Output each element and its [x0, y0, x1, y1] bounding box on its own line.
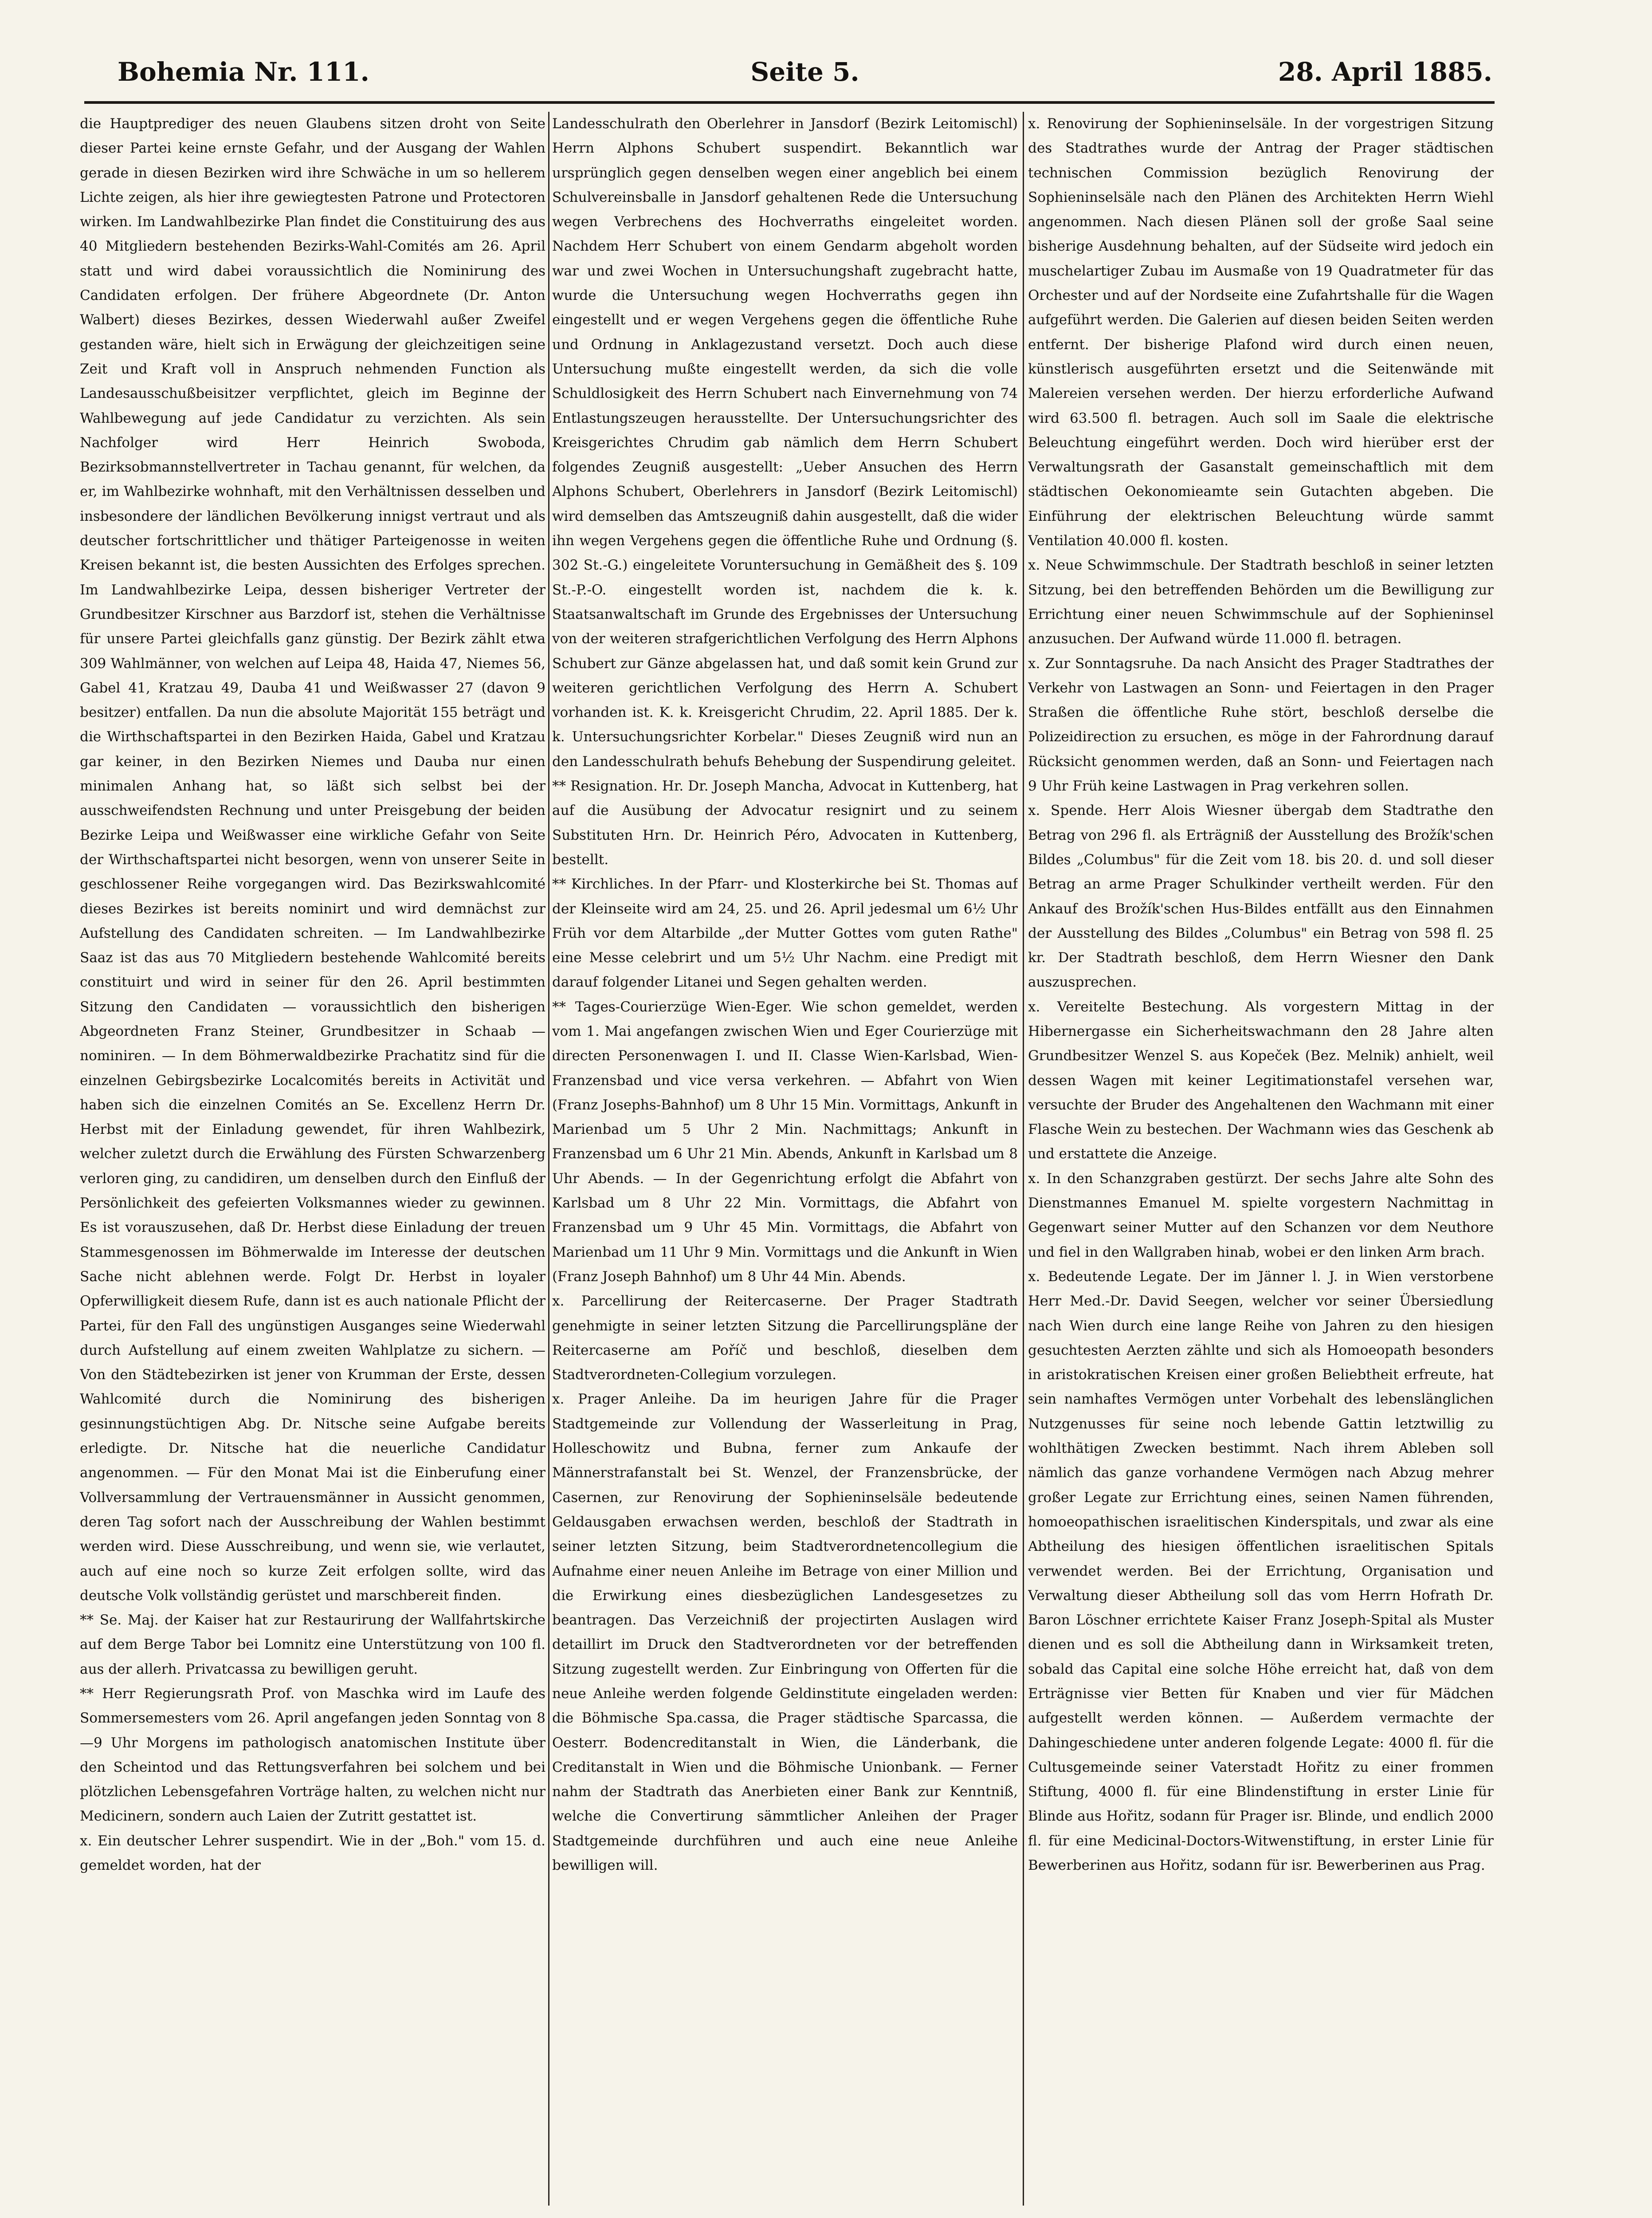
- header-page-number: Seite 5.: [750, 57, 859, 87]
- article-paragraph: x. In den Schanzgraben gestürzt. Der sechs Jahre alte Sohn des Dienstmannes Emanuel M. spielte vorgestern Nachmittag in Gegenwart seiner Mutter auf den Schanzen vor dem Neuthore und fiel in den Wallgraben hinab, wobei er den linken Arm brach.: [1028, 1170, 1494, 1260]
- header-title: Bohemia Nr. 111.: [118, 57, 369, 87]
- article-paragraph: x. Prager Anleihe. Da im heurigen Jahre für die Prager Stadtgemeinde zur Vollendung der Wasserleitung in Prag, Holleschowitz und Bubna, ferner zum Ankaufe der Männerstrafanstalt bei St. Wenzel, der Franzensbrücke, der Casernen, zur Renovirung der Sophieninselsäle bedeutende Geldausgaben erwachsen werden, beschloß der Stadtrath in seiner letzten Sitzung, beim Stadtverordnetencollegium die Aufnahme einer neuen Anleihe im Betrage von einer Million und die Erwirkung eines diesbezüglichen Landesgesetzes zu beantragen. Das Verzeichniß der projectirten Auslagen wird detaillirt im Druck den Stadtverordneten vor der betreffenden Sitzung zugestellt werden. Zur Einbringung von Offerten für die neue Anleihe werden folgende Geldinstitute eingeladen werden: die Böhmische Spa.cassa, die Prager städtische Sparcassa, die Oesterr. Bodencreditanstalt in Wien, die Länderbank, die Creditanstalt in Wien und die Böhmische Unionbank. — Ferner nahm der Stadtrath das Anerbieten einer Bank zur Kenntniß, welche die Convertirung sämmtlicher Anleihen der Prager Stadtgemeinde durchführen und auch eine neue Anleihe bewilligen will.: [552, 1391, 1018, 1874]
- header-date: 28. April 1885.: [1278, 57, 1492, 87]
- article-paragraph: x. Zur Sonntagsruhe. Da nach Ansicht des Prager Stadtrathes der Verkehr von Lastwagen an Sonn- und Feiertagen in den Prager Straßen die öffentliche Ruhe stört, beschloß derselbe die Polizeidirection zu ersuchen, es möge in der Fahrordnung darauf Rücksicht genommen werden, daß an Sonn- und Feiertagen nach 9 Uhr Früh keine Lastwagen in Prag verkehren sollen.: [1028, 655, 1494, 794]
- column-2: [552, 112, 1018, 2206]
- column-3: [1028, 112, 1494, 2206]
- article-paragraph: x. Ein deutscher Lehrer suspendirt. Wie in der „Boh." vom 15. d. gemeldet worden, hat der: [80, 1833, 545, 1874]
- article-paragraph: die Hauptprediger des neuen Glaubens sitzen droht von Seite dieser Partei keine ernste Gefahr, und der Ausgang der Wahlen gerade in diesen Bezirken wird ihre Schwäche in um so hellerem Lichte zeigen, als hier ihre gewiegtesten Patrone und Protectoren wirken. Im Landwahlbezirke Plan findet die Constituirung des aus 40 Mitgliedern bestehenden Bezirks-Wahl-Comités am 26. April statt und wird dabei voraussichtlich die Nominirung des Candidaten erfolgen. Der frühere Abgeordnete (Dr. Anton Walbert) dieses Bezirkes, dessen Wiederwahl außer Zweifel gestanden wäre, hielt sich in Erwägung der gleichzeitigen seine Zeit und Kraft voll in Anspruch nehmenden Function als Landesausschußbeisitzer verpflichtet, gleich im Beginne der Wahlbewegung auf jede Candidatur zu verzichten. Als sein Nachfolger wird Herr Heinrich Swoboda, Bezirksobmannstellvertreter in Tachau genannt, für welchen, da er, im Wahlbezirke wohnhaft, mit den Verhältnissen desselben und insbesondere der ländlichen Bevölkerung innigst vertraut und als deutscher fortschrittlicher und thätiger Parteigenosse in weiten Kreisen bekannt ist, die besten Aussichten des Erfolges sprechen. Im Landwahlbezirke Leipa, dessen bisheriger Vertreter der Grundbesitzer Kirschner aus Barzdorf ist, stehen die Verhältnisse für unsere Partei gleichfalls ganz günstig. Der Bezirk zählt etwa 309 Wahlmänner, von welchen auf Leipa 48, Haida 47, Niemes 56, Gabel 41, Kratzau 49, Dauba 41 und Weißwasser 27 (davon 9 besitzer) entfallen. Da nun die absolute Majorität 155 beträgt und die Wirthschaftspartei in den Bezirken Haida, Gabel und Kratzau gar keiner, in den Bezirken Niemes und Dauba nur einen minimalen Anhang hat, so läßt sich selbst bei der ausschweifendsten Rechnung und unter Preisgebung der beiden Bezirke Leipa und Weißwasser eine wirkliche Gefahr von Seite der Wirthschaftspartei nicht besorgen, wenn von unserer Seite in geschlossener Reihe vorgegangen wird. Das Bezirkswahlcomité dieses Bezirkes ist bereits nominirt und wird demnächst zur Aufstellung des Candidaten schreiten. — Im Landwahlbezirke Saaz ist das aus 70 Mitgliedern bestehende Wahlcomité bereits constituirt und wird in seiner für den 26. April bestimmten Sitzung den Candidaten — voraussichtlich den bisherigen Abgeordneten Franz Steiner, Grundbesitzer in Schaab — nominiren. — In dem Böhmerwaldbezirke Prachatitz sind für die einzelnen Gebirgsbezirke Localcomités bereits in Activität und haben sich die einzelnen Comités an Se. Excellenz Herrn Dr. Herbst mit der Einladung gewendet, für ihren Wahlbezirk, welcher zuletzt durch die Erwählung des Fürsten Schwarzenberg verloren ging, zu candidiren, um denselben durch den Einfluß der Persönlichkeit des gefeierten Volksmannes wieder zu gewinnen. Es ist vorauszusehen, daß Dr. Herbst diese Einladung der treuen Stammesgenossen im Böhmerwalde im Interesse der deutschen Sache nicht ablehnen werde. Folgt Dr. Herbst in loyaler Opferwilligkeit diesem Rufe, dann ist es auch nationale Pflicht der Partei, für den Fall des ungünstigen Ausganges seine Wiederwahl durch Aufstellung auf einem zweiten Wahlplatze zu sichern. — Von den Städtebezirken ist jener von Krumman der Erste, dessen Wahlcomité durch die Nominirung des bisherigen gesinnungstüchtigen Abg. Dr. Nitsche seine Aufgabe bereits erledigte. Dr. Nitsche hat die neuerliche Candidatur angenommen. — Für den Monat Mai ist die Einberufung einer Vollversammlung der Vertrauensmänner in Aussicht genommen, deren Tag sofort nach der Ausschreibung der Wahlen bestimmt werden wird. Diese Ausschreibung, und wenn sie, wie verlautet, auch auf eine noch so kurze Zeit erfolgen sollte, wird das deutsche Volk vollständig gerüstet und marschbereit finden.: [80, 116, 545, 1604]
- page-header: [118, 57, 1492, 101]
- article-paragraph: ** Tages-Courierzüge Wien-Eger. Wie schon gemeldet, werden vom 1. Mai angefangen zwischen Wien und Eger Courierzüge mit directen Personenwagen I. und II. Classe Wien-Karlsbad, Wien-Franzensbad und vice versa verkehren. — Abfahrt von Wien (Franz Josephs-Bahnhof) um 8 Uhr 15 Min. Vormittags, Ankunft in Marienbad um 5 Uhr 2 Min. Nachmittags; Ankunft in Franzensbad um 6 Uhr 21 Min. Abends, Ankunft in Karlsbad um 8 Uhr Abends. — In der Gegenrichtung erfolgt die Abfahrt von Karlsbad um 8 Uhr 22 Min. Vormittags, die Abfahrt von Franzensbad um 9 Uhr 45 Min. Vormittags, die Abfahrt von Marienbad um 11 Uhr 9 Min. Vormittags und die Ankunft in Wien (Franz Joseph Bahnhof) um 8 Uhr 44 Min. Abends.: [552, 999, 1018, 1285]
- article-paragraph: x. Vereitelte Bestechung. Als vorgestern Mittag in der Hibernergasse ein Sicherheitswachmann den 28 Jahre alten Grundbesitzer Wenzel S. aus Kopeček (Bez. Melnik) anhielt, weil dessen Wagen mit keiner Legitimationstafel versehen war, versuchte der Bruder des Angehaltenen den Wachmann mit einer Flasche Wein zu bestechen. Der Wachmann wies das Geschenk ab und erstattete die Anzeige.: [1028, 999, 1494, 1162]
- article-paragraph: x. Bedeutende Legate. Der im Jänner l. J. in Wien verstorbene Herr Med.-Dr. David Seegen, welcher vor seiner Übersiedlung nach Wien durch eine lange Reihe von Jahren zu den hiesigen gesuchtesten Aerzten zählte und sich als Homoeopath besonders in aristokratischen Kreisen einer großen Beliebtheit erfreute, hat sein namhaftes Vermögen unter Vorbehalt des lebenslänglichen Nutzgenusses für seine noch lebende Gattin letztwillig zu wohlthätigen Zwecken bestimmt. Nach ihrem Ableben soll nämlich das ganze vorhandene Vermögen nach Abzug mehrer großer Legate zur Errichtung eines, seinen Namen führenden, homoeopathischen israelitischen Kinderspitals, und zwar als eine Abtheilung des hiesigen öffentlichen israelitischen Spitals verwendet werden. Bei der Errichtung, Organisation und Verwaltung dieser Abtheilung soll das vom Herrn Hofrath Dr. Baron Löschner errichtete Kaiser Franz Joseph-Spital als Muster dienen und es soll die Abtheilung dann in Wirksamkeit treten, sobald das Capital eine solche Höhe erreicht hat, daß von dem Erträgnisse vier Betten für Knaben und vier für Mädchen aufgestellt werden können. — Außerdem vermachte der Dahingeschiedene unter anderen folgende Legate: 4000 fl. für die Cultusgemeinde seiner Vaterstadt Hořitz zu einer frommen Stiftung, 4000 fl. für eine Blindenstiftung in erster Linie für Blinde aus Hořitz, sodann für Prager isr. Blinde, und endlich 2000 fl. für eine Medicinal-Doctors-Witwenstiftung, in erster Linie für Bewerberinen aus Hořitz, sodann für isr. Bewerberinen aus Prag.: [1028, 1268, 1494, 1874]
- column-1: [80, 112, 545, 2206]
- header-rule: [84, 101, 1495, 104]
- article-paragraph: x. Renovirung der Sophieninselsäle. In der vorgestrigen Sitzung des Stadtrathes wurde der Antrag der Prager städtischen technischen Commission bezüglich Renovirung der Sophieninselsäle nach den Plänen des Architekten Herrn Wiehl angenommen. Nach diesen Plänen soll der große Saal seine bisherige Ausdehnung behalten, auf der Südseite wird jedoch ein muschelartiger Zubau im Ausmaße von 19 Quadratmeter für das Orchester und auf der Nordseite eine Zufahrtshalle für die Wagen aufgeführt werden. Die Galerien auf diesen beiden Seiten werden entfernt. Der bisherige Plafond wird durch einen neuen, künstlerisch ausgeführten ersetzt und die Seitenwände mit Malereien versehen werden. Der hierzu erforderliche Aufwand wird 63.500 fl. betragen. Auch soll im Saale die elektrische Beleuchtung eingeführt werden. Doch wird hierüber erst der Verwaltungsrath der Gasanstalt gemeinschaftlich mit dem städtischen Oekonomieamte sein Gutachten abgeben. Die Einführung der elektrischen Beleuchtung würde sammt Ventilation 40.000 fl. kosten.: [1028, 116, 1494, 549]
- article-paragraph: x. Spende. Herr Alois Wiesner übergab dem Stadtrathe den Betrag von 296 fl. als Erträgniß der Ausstellung des Brožík'schen Bildes „Columbus" für die Zeit vom 18. bis 20. d. und soll dieser Betrag an arme Prager Schulkinder vertheilt werden. Für den Ankauf des Brožík'schen Hus-Bildes entfällt aus den Einnahmen der Ausstellung des Bildes „Columbus" ein Betrag von 598 fl. 25 kr. Der Stadtrath beschloß, dem Herrn Wiesner den Dank auszusprechen.: [1028, 802, 1494, 991]
- article-paragraph: ** Resignation. Hr. Dr. Joseph Mancha, Advocat in Kuttenberg, hat auf die Ausübung der Advocatur resignirt und zu seinem Substituten Hrn. Dr. Heinrich Péro, Advocaten in Kuttenberg, bestellt.: [552, 778, 1018, 868]
- article-paragraph: ** Se. Maj. der Kaiser hat zur Restaurirung der Wallfahrtskirche auf dem Berge Tabor bei Lomnitz eine Unterstützung von 100 fl. aus der allerh. Privatcassa zu bewilligen geruht.: [80, 1612, 545, 1677]
- article-paragraph: x. Parcellirung der Reitercaserne. Der Prager Stadtrath genehmigte in seiner letzten Sitzung die Parcellirungspläne der Reitercaserne am Poříč und beschloß, dieselben dem Stadtverordneten-Collegium vorzulegen.: [552, 1293, 1018, 1383]
- article-paragraph: x. Neue Schwimmschule. Der Stadtrath beschloß in seiner letzten Sitzung, bei den betreffenden Behörden um die Bewilligung zur Errichtung einer neuen Schwimmschule auf der Sophieninsel anzusuchen. Der Aufwand würde 11.000 fl. betragen.: [1028, 557, 1494, 647]
- article-paragraph: ** Herr Regierungsrath Prof. von Maschka wird im Laufe des Sommersemesters vom 26. April angefangen jeden Sonntag von 8—9 Uhr Morgens im pathologisch anatomischen Institute über den Scheintod und das Rettungsverfahren bei solchem und bei plötzlichen Lebensgefahren Vorträge halten, zu welchen nicht nur Medicinern, sondern auch Laien der Zutritt gestattet ist.: [80, 1686, 545, 1825]
- article-paragraph: Landesschulrath den Oberlehrer in Jansdorf (Bezirk Leitomischl) Herrn Alphons Schubert suspendirt. Bekanntlich war ursprünglich gegen denselben wegen einer angeblich bei einem Schulvereinsballe in Jansdorf gehaltenen Rede die Untersuchung wegen Verbrechens des Hochverraths eingeleitet worden. Nachdem Herr Schubert von einem Gendarm abgeholt worden war und zwei Wochen in Untersuchungshaft zugebracht hatte, wurde die Untersuchung wegen Hochverraths gegen ihn eingestellt und er wegen Vergehens gegen die öffentliche Ruhe und Ordnung in Anklagezustand versetzt. Doch auch diese Untersuchung mußte eingestellt werden, da sich die volle Schuldlosigkeit des Herrn Schubert nach Einvernehmung von 74 Entlastungszeugen herausstellte. Der Untersuchungsrichter des Kreisgerichtes Chrudim gab nämlich dem Herrn Schubert folgendes Zeugniß ausgestellt: „Ueber Ansuchen des Herrn Alphons Schubert, Oberlehrers in Jansdorf (Bezirk Leitomischl) wird demselben das Amtszeugniß dahin ausgestellt, daß die wider ihn wegen Vergehens gegen die öffentliche Ruhe und Ordnung (§. 302 St.-G.) eingeleitete Voruntersuchung in Gemäßheit des §. 109 St.-P.-O. eingestellt worden ist, nachdem die k. k. Staatsanwaltschaft im Grunde des Ergebnisses der Untersuchung von der weiteren strafgerichtlichen Verfolgung des Herrn Alphons Schubert zur Gänze abgelassen hat, und daß somit kein Grund zur weiteren gerichtlichen Verfolgung des Herrn A. Schubert vorhanden ist. K. k. Kreisgericht Chrudim, 22. April 1885. Der k. k. Untersuchungsrichter Korbelar." Dieses Zeugniß wird nun an den Landesschulrath behufs Behebung der Suspendirung geleitet.: [552, 116, 1018, 770]
- column-divider: [1023, 112, 1024, 2206]
- article-paragraph: ** Kirchliches. In der Pfarr- und Klosterkirche bei St. Thomas auf der Kleinseite wird am 24, 25. und 26. April jedesmal um 6½ Uhr Früh vor dem Altarbilde „der Mutter Gottes vom guten Rathe" eine Messe celebrirt und um 5½ Uhr Nachm. eine Predigt mit darauf folgender Litanei und Segen gehalten werden.: [552, 876, 1018, 991]
- column-divider: [548, 112, 549, 2206]
